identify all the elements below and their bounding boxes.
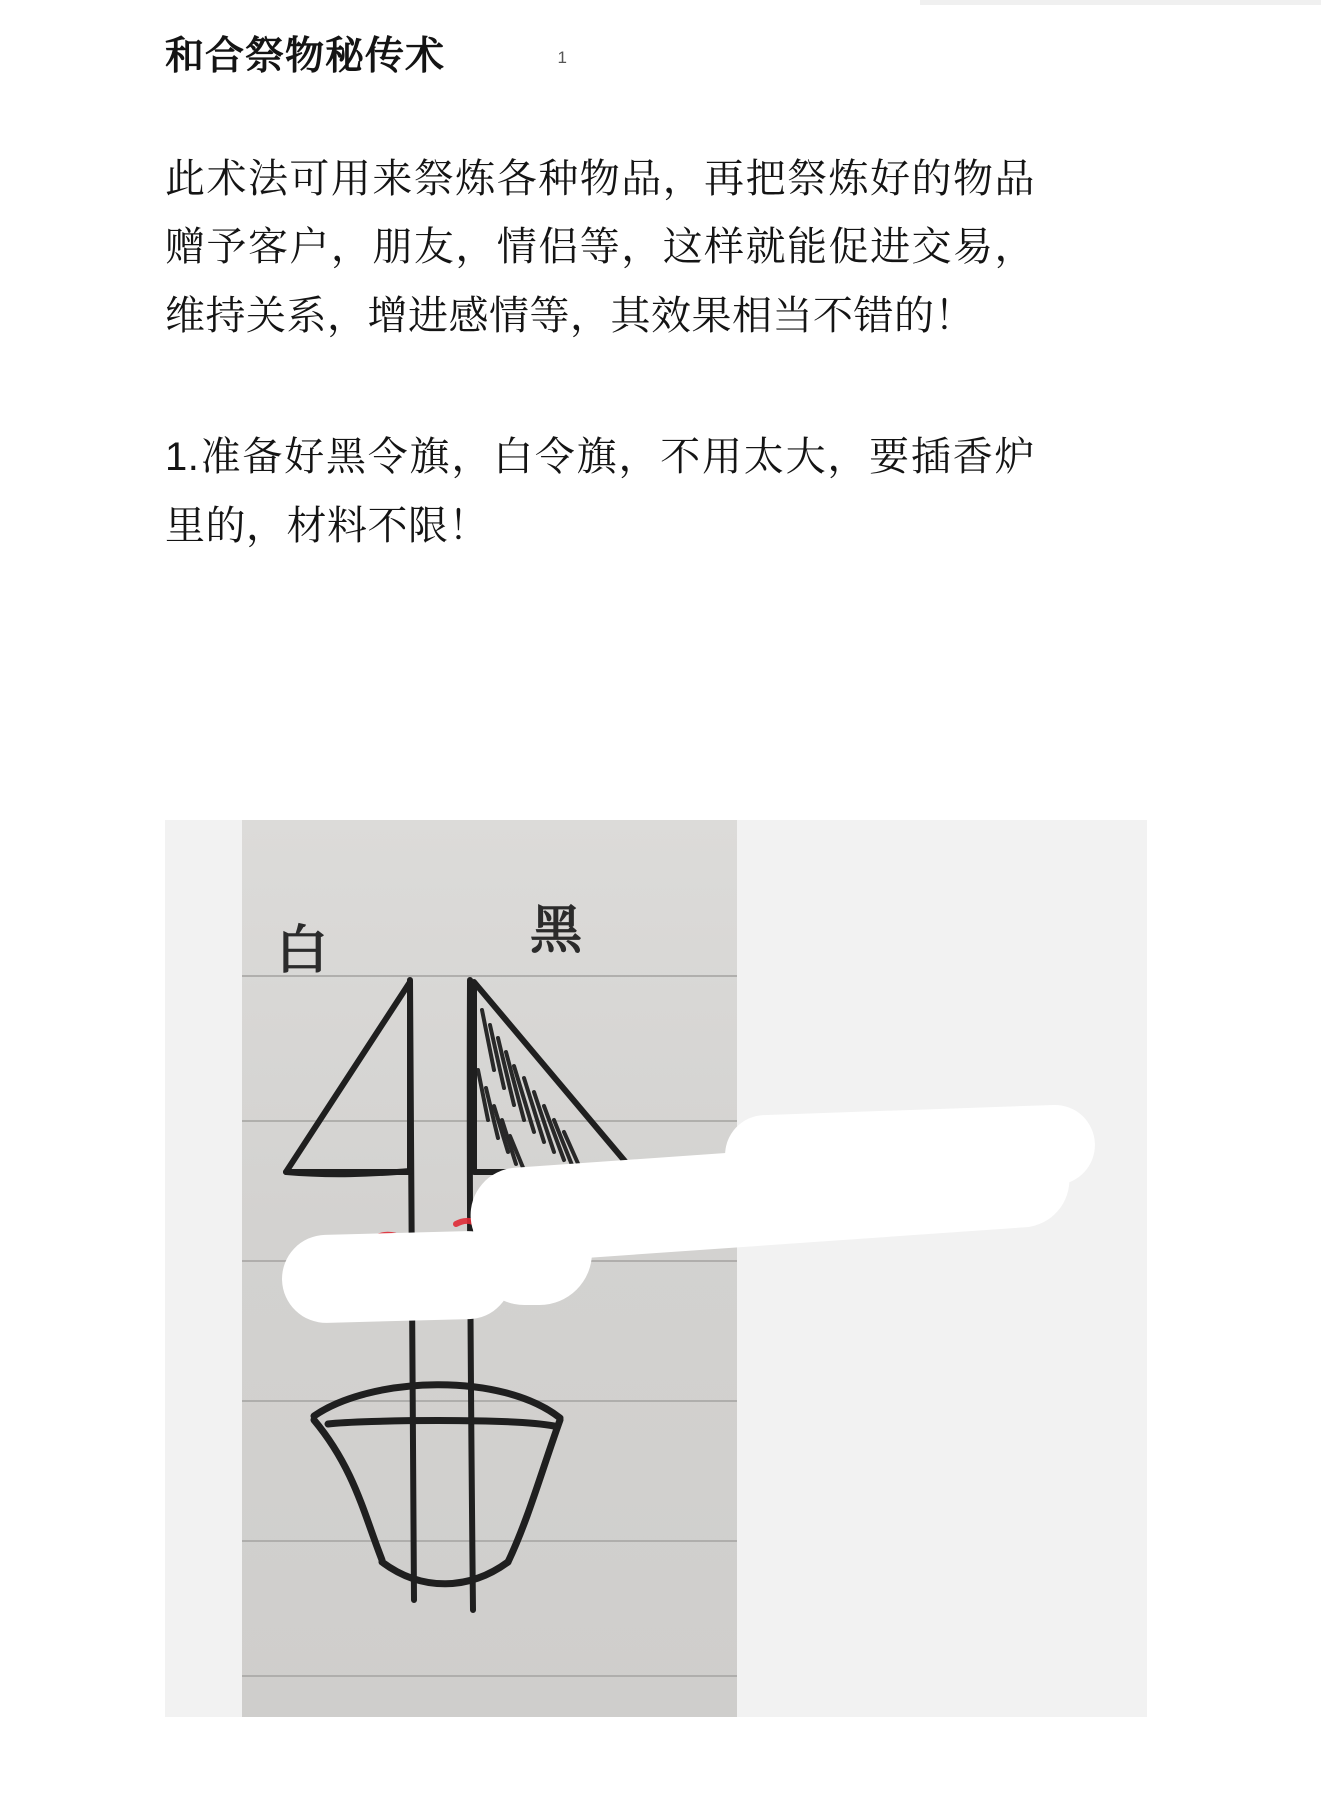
figure-photo — [242, 820, 737, 1717]
document-content — [165, 30, 1165, 601]
top-chrome-strip — [920, 0, 1321, 5]
page-title: 和合祭物秘传术 — [165, 35, 446, 78]
flag-label-white: 白 — [276, 923, 329, 980]
title-row — [165, 30, 1165, 85]
flag-label-black: 黑 — [530, 903, 583, 960]
redaction-mark — [724, 1104, 1097, 1197]
figure-container — [165, 820, 1147, 1717]
body-paragraph-2: 1.准备好黑令旗，白令旗，不用太大，要插香炉里的，材料不限！ — [165, 434, 1035, 548]
body-paragraph-1: 此术法可用来祭炼各种物品，再把祭炼好的物品赠予客户，朋友，情侣等，这样就能促进交易，维持关系，增进感情等，其效果相当不错的！ — [165, 156, 1035, 339]
page-number: 1 — [557, 47, 567, 67]
